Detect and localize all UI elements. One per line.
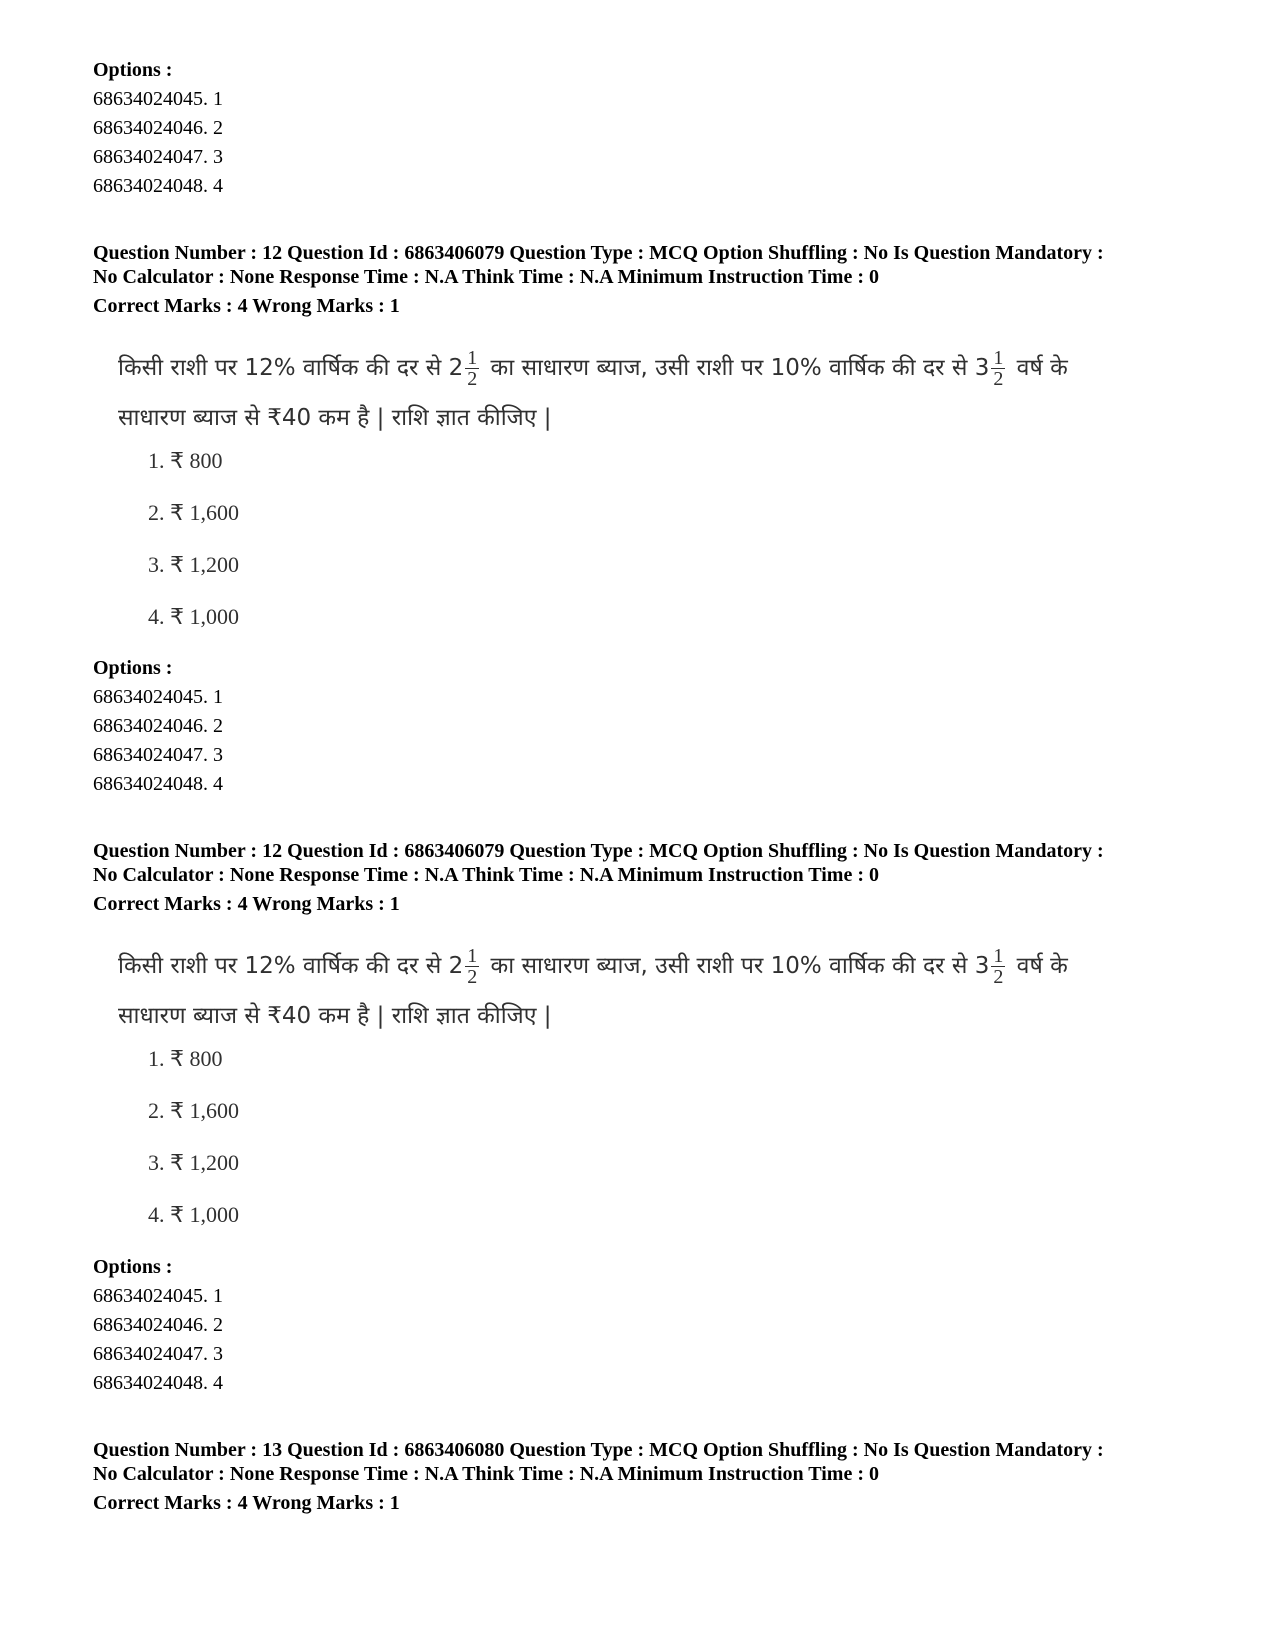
question-text-part: वर्ष के [1009,953,1068,979]
fraction [991,348,1005,389]
options-block-2 [93,1253,223,1398]
question-body-2 [118,946,1198,1031]
option-row: 68634024046. 2 [93,1314,223,1336]
option-row: 68634024047. 3 [93,146,223,168]
fraction-numerator: 1 [467,945,478,967]
question-text-line2: साधारण ब्याज से ₹40 कम है | राशि ज्ञात कीजिए | [118,1003,552,1029]
question-text-part: किसी राशी पर 12% वार्षिक की दर से 2 [118,355,464,381]
fraction-denominator: 2 [993,368,1004,390]
fraction-denominator: 2 [467,966,478,988]
question-header-3 [93,1438,1104,1515]
options-label: Options : [93,59,173,81]
question-text-line1 [118,348,1198,389]
fraction [991,946,1005,987]
question-header-1 [93,241,1104,318]
question-text-part: का साधारण ब्याज, उसी राशी पर 10% वार्षिक की दर से 3 [483,953,990,979]
question-meta-line2: No Calculator : None Response Time : N.A Think Time : N.A Minimum Instruction Time : 0 [93,1463,879,1485]
question-marks: Correct Marks : 4 Wrong Marks : 1 [93,893,400,915]
option-row: 68634024045. 1 [93,1285,223,1307]
question-header-2 [93,839,1104,916]
option-row: 68634024046. 2 [93,715,223,737]
question-meta-line1: Question Number : 12 Question Id : 6863406079 Question Type : MCQ Option Shuffling : No Is Question Mandatory : [93,840,1104,862]
answer-choice: 3. ₹ 1,200 [148,1150,239,1175]
question-text-line1 [118,946,1198,987]
fraction [465,946,479,987]
question-meta-line2: No Calculator : None Response Time : N.A Think Time : N.A Minimum Instruction Time : 0 [93,864,879,886]
question-text-part: वर्ष के [1009,355,1068,381]
fraction-denominator: 2 [467,368,478,390]
answer-choice: 4. ₹ 1,000 [148,1202,239,1227]
option-row: 68634024048. 4 [93,773,223,795]
answer-choice: 4. ₹ 1,000 [148,604,239,629]
answer-choice: 2. ₹ 1,600 [148,1098,239,1123]
option-row: 68634024046. 2 [93,117,223,139]
question-text-part: किसी राशी पर 12% वार्षिक की दर से 2 [118,953,464,979]
options-label: Options : [93,1256,173,1278]
question-text-part: का साधारण ब्याज, उसी राशी पर 10% वार्षिक की दर से 3 [483,355,990,381]
answer-choice: 3. ₹ 1,200 [148,552,239,577]
fraction-numerator: 1 [993,347,1004,369]
question-meta-line1: Question Number : 12 Question Id : 6863406079 Question Type : MCQ Option Shuffling : No Is Question Mandatory : [93,242,1104,264]
answer-choice: 2. ₹ 1,600 [148,500,239,525]
question-marks: Correct Marks : 4 Wrong Marks : 1 [93,1492,400,1514]
options-label: Options : [93,657,173,679]
option-row: 68634024045. 1 [93,88,223,110]
question-meta-line2: No Calculator : None Response Time : N.A Think Time : N.A Minimum Instruction Time : 0 [93,266,879,288]
fraction-numerator: 1 [467,347,478,369]
options-block-a [93,56,223,201]
answer-choice: 1. ₹ 800 [148,1046,223,1071]
question-meta-line1: Question Number : 13 Question Id : 6863406080 Question Type : MCQ Option Shuffling : No Is Question Mandatory : [93,1439,1104,1461]
fraction-denominator: 2 [993,966,1004,988]
option-row: 68634024047. 3 [93,1343,223,1365]
question-body-1 [118,348,1198,433]
fraction-numerator: 1 [993,945,1004,967]
option-row: 68634024047. 3 [93,744,223,766]
option-row: 68634024048. 4 [93,1372,223,1394]
fraction [465,348,479,389]
options-block-1 [93,654,223,799]
answer-choice: 1. ₹ 800 [148,448,223,473]
question-marks: Correct Marks : 4 Wrong Marks : 1 [93,295,400,317]
question-text-line2: साधारण ब्याज से ₹40 कम है | राशि ज्ञात कीजिए | [118,405,552,431]
option-row: 68634024048. 4 [93,175,223,197]
option-row: 68634024045. 1 [93,686,223,708]
